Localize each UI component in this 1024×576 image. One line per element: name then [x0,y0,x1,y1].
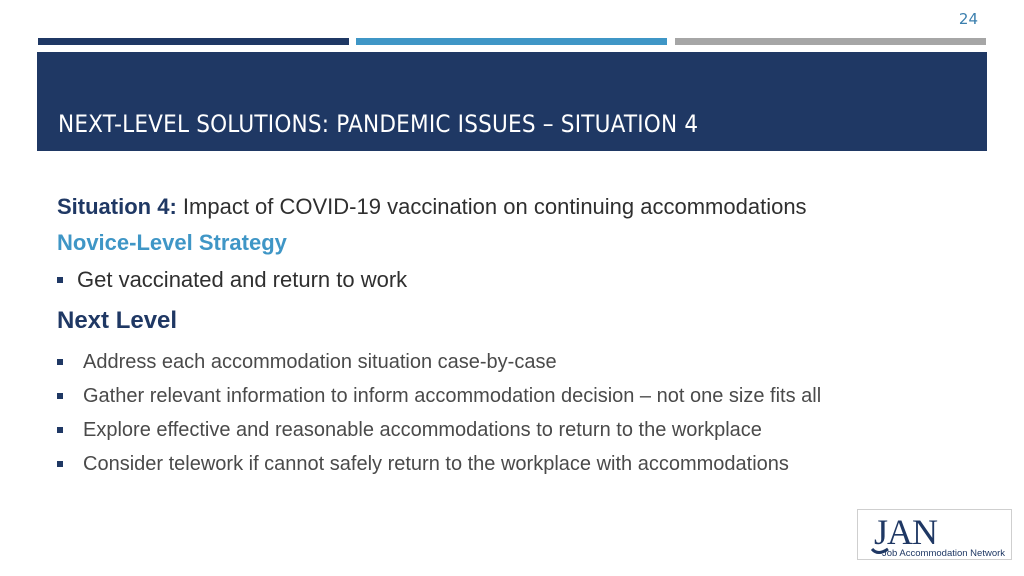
list-item [57,447,977,481]
square-bullet-icon [57,427,63,433]
list-item [57,345,977,379]
list-item [57,267,977,293]
next-level-list [57,345,977,481]
situation-label: Situation 4: [57,194,177,219]
accent-bar-gray [675,38,986,45]
slide-body [57,194,977,481]
list-item [57,379,977,413]
title-band [37,52,987,151]
situation-line [57,194,977,220]
next-item-text: Gather relevant information to inform accommodation decision – not one size fits all [83,384,822,407]
square-bullet-icon [57,359,63,365]
accent-bar-navy [38,38,349,45]
slide-title: NEXT-LEVEL SOLUTIONS: PANDEMIC ISSUES – SITUATION 4 [58,110,699,138]
next-item-text: Explore effective and reasonable accommodations to return to the workplace [83,418,762,441]
novice-item-text: Get vaccinated and return to work [77,267,408,292]
jan-logo [857,509,1012,560]
next-item-text: Address each accommodation situation case-by-case [83,350,557,373]
list-item [57,413,977,447]
accent-bar-blue [356,38,667,45]
logo-name: Job Accommodation Network [882,548,1006,559]
next-item-text: Consider telework if cannot safely return to the workplace with accommodations [83,452,789,475]
square-bullet-icon [57,461,63,467]
slide-number: 24 [958,10,978,28]
jan-logo-icon [858,510,1011,559]
next-level-heading: Next Level [57,307,178,334]
square-bullet-icon [57,393,63,399]
square-bullet-icon [57,277,63,283]
situation-text: Impact of COVID-19 vaccination on continuing accommodations [182,194,807,219]
logo-initials: JAN [874,512,938,552]
novice-heading: Novice-Level Strategy [57,230,287,255]
